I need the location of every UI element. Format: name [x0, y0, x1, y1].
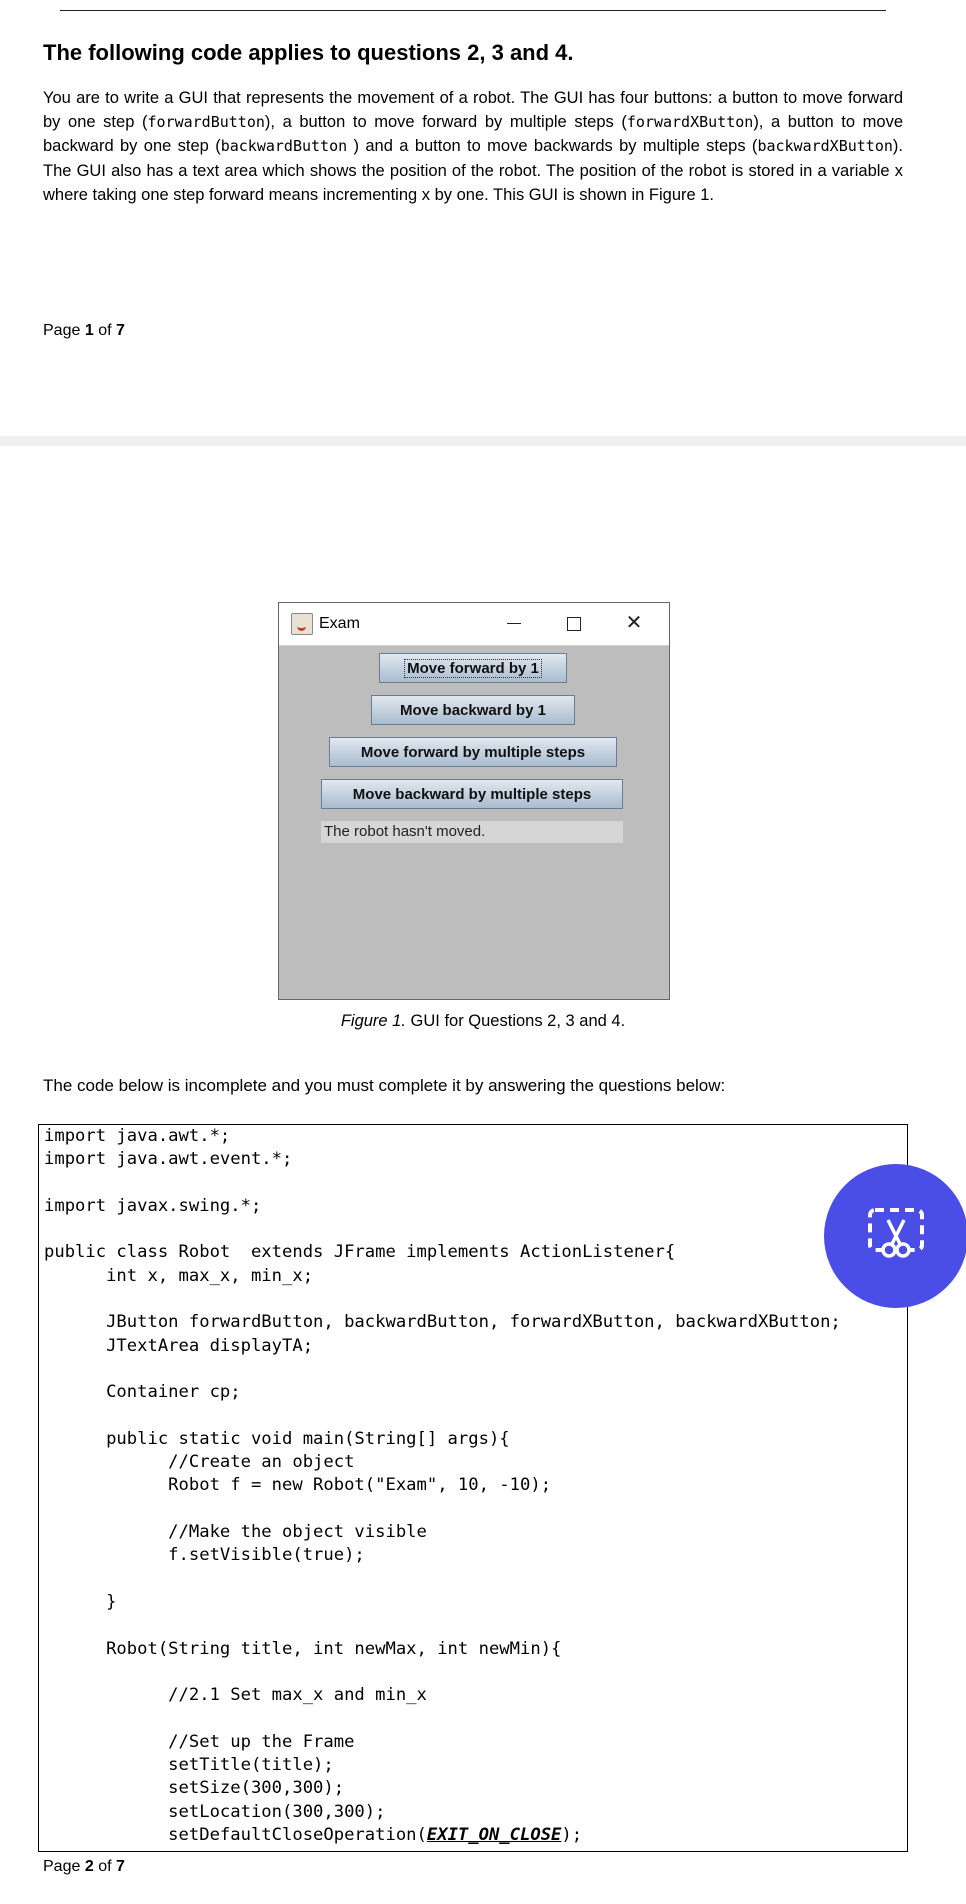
- screenshot-scissors-icon: [866, 1206, 926, 1262]
- code-line: [39, 1218, 907, 1241]
- code-line: int x, max_x, min_x;: [44, 1265, 314, 1286]
- page-number: [43, 1858, 125, 1876]
- code-line: }: [44, 1591, 117, 1612]
- minimize-icon: [499, 611, 529, 635]
- window-title: Exam: [319, 615, 360, 632]
- code-line: JButton forwardButton, backwardButton, forwardXButton, backwardXButton;: [44, 1312, 841, 1333]
- para-text: ) and a button to move backwards by multiple steps (: [347, 137, 758, 156]
- code-line: [39, 1707, 907, 1730]
- code-line: Robot f = new Robot("Exam", 10, -10);: [44, 1475, 552, 1496]
- code-line: public static void main(String[] args){: [44, 1428, 510, 1449]
- code-line: //Make the object visible: [44, 1522, 427, 1543]
- para-code: backwardXButton: [757, 137, 893, 156]
- code-line: f.setVisible(true);: [44, 1545, 365, 1566]
- page-label: Page: [43, 1858, 81, 1875]
- code-box: [38, 1124, 908, 1852]
- code-line: JTextArea displayTA;: [44, 1335, 314, 1356]
- code-line: [39, 1405, 907, 1428]
- code-intro: The code below is incomplete and you must complete it by answering the questions below:: [43, 1076, 726, 1095]
- code-lines: [39, 1125, 907, 1824]
- code-line: //2.1 Set max_x and min_x: [44, 1685, 427, 1706]
- para-code: forwardXButton: [626, 113, 754, 132]
- caption-label: Figure 1.: [340, 1012, 406, 1030]
- code-line: public class Robot extends JFrame implements ActionListener{: [44, 1242, 676, 1263]
- figure-caption: [0, 1012, 966, 1031]
- screenshot-button[interactable]: [824, 1164, 966, 1308]
- code-line: [39, 1498, 907, 1521]
- code-line: setLocation(300,300);: [44, 1801, 386, 1822]
- intro-paragraph: [43, 86, 903, 207]
- code-line: [39, 1661, 907, 1684]
- button-label: Move forward by 1: [407, 660, 539, 677]
- para-text: ), a button to move forward by multiple steps (: [264, 113, 627, 132]
- code-text: setDefaultCloseOperation(: [44, 1824, 427, 1845]
- code-line: //Set up the Frame: [44, 1731, 355, 1752]
- code-line: import java.awt.*;: [44, 1126, 231, 1146]
- code-line: import java.awt.event.*;: [44, 1149, 293, 1170]
- code-line: [39, 1288, 907, 1311]
- figure-window: [278, 602, 670, 1000]
- code-line: [39, 1358, 907, 1381]
- para-code: backwardButton: [220, 137, 348, 156]
- close-icon: ✕: [625, 612, 643, 634]
- code-line: setSize(300,300);: [44, 1778, 345, 1799]
- code-line: [39, 1614, 907, 1637]
- para-text: ), a button to move backward by one step (: [43, 113, 904, 156]
- caption-text: GUI for Questions 2, 3 and 4.: [405, 1012, 626, 1030]
- code-line: [39, 1568, 907, 1591]
- para-text: ). The GUI also has a text area which shows the position of the robot. The position of the robot is stored in a variable x where taking one step forward means incrementing x by one. This GUI is shown in Figure 1.: [43, 137, 903, 204]
- window-titlebar: [279, 603, 669, 646]
- move-forward-1-button: [379, 653, 567, 683]
- code-text: );: [561, 1824, 583, 1845]
- code-line: Robot(String title, int newMax, int newMin){: [44, 1638, 562, 1659]
- display-text-area: The robot hasn't moved.: [321, 821, 623, 843]
- page-number: [43, 322, 125, 340]
- top-rule: [60, 10, 886, 11]
- maximize-icon: [559, 611, 589, 635]
- page-current: 2: [84, 1858, 94, 1875]
- move-backward-1-button: Move backward by 1: [371, 695, 575, 725]
- code-line: import javax.swing.*;: [44, 1195, 262, 1216]
- page-total: 7: [115, 322, 125, 339]
- page-1: [0, 0, 966, 436]
- section-heading: The following code applies to questions 2, 3 and 4.: [43, 40, 574, 65]
- page-2: [0, 446, 966, 1904]
- java-icon: [291, 613, 313, 635]
- move-backward-multiple-button: Move backward by multiple steps: [321, 779, 623, 809]
- page-label: Page: [43, 322, 81, 339]
- para-text: You are to write a GUI that represents the movement of a robot. The GUI has four buttons: a button to move forward by one step (: [43, 89, 903, 132]
- code-line: [39, 1172, 907, 1195]
- page-of: of: [98, 1858, 112, 1875]
- code-line: [39, 1824, 907, 1847]
- move-forward-multiple-button: Move forward by multiple steps: [329, 737, 617, 767]
- para-code: forwardButton: [147, 113, 265, 132]
- page-gap: [0, 436, 966, 446]
- code-line: setTitle(title);: [44, 1755, 334, 1776]
- code-line: //Create an object: [44, 1452, 355, 1473]
- code-line: Container cp;: [44, 1382, 241, 1403]
- page-total: 7: [115, 1858, 125, 1875]
- page-of: of: [98, 322, 112, 339]
- page-current: 1: [84, 322, 94, 339]
- code-constant: EXIT_ON_CLOSE: [426, 1824, 562, 1845]
